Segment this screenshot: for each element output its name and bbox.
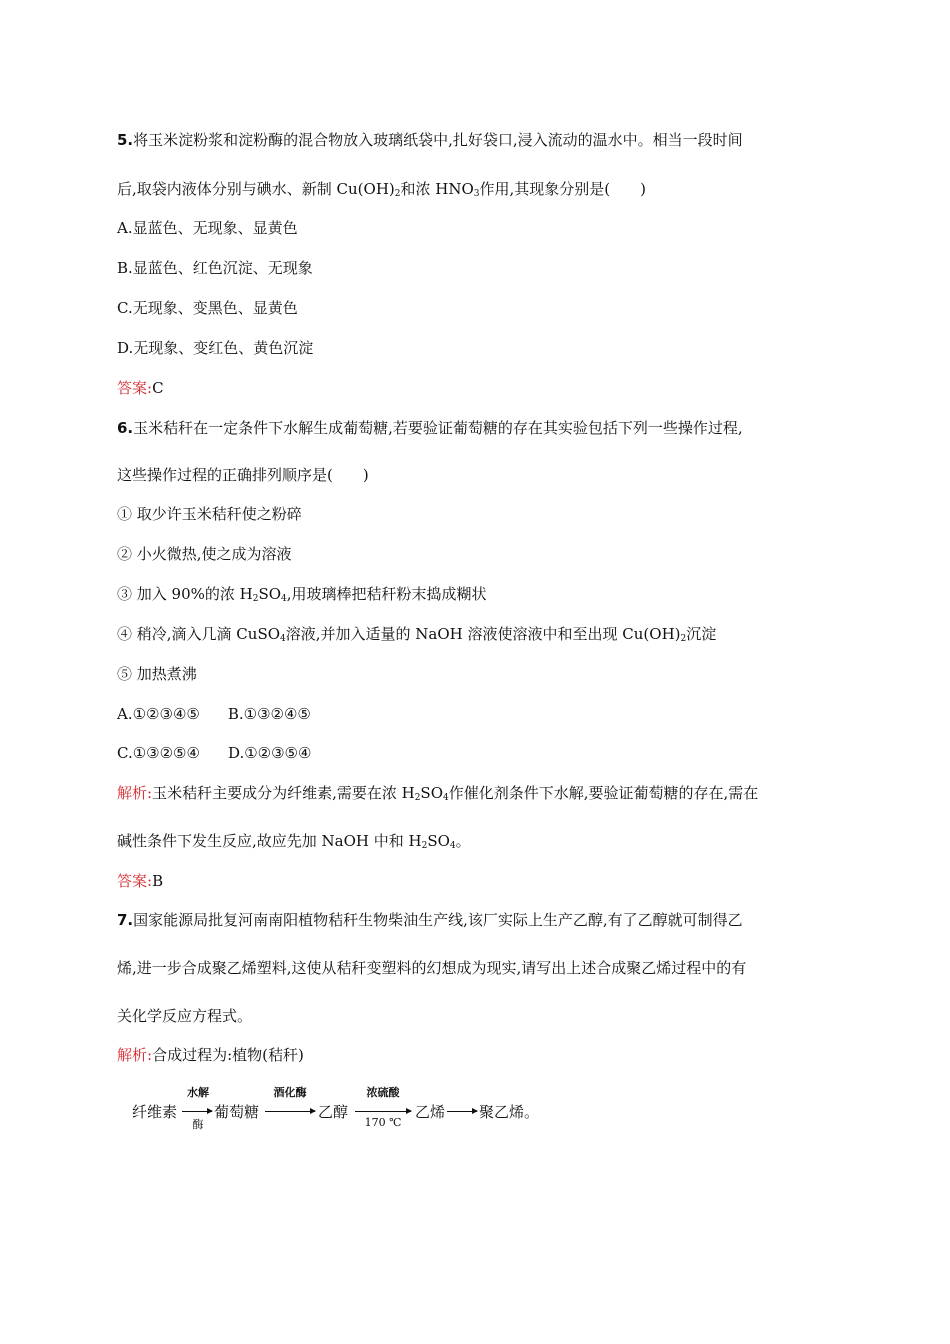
reaction-arrow-2 (265, 1111, 315, 1112)
arrow1-condition-bottom: 酶 (192, 1118, 204, 1131)
q6-analysis-line1 (117, 783, 758, 803)
reaction-arrow-1 (182, 1111, 212, 1112)
q7-line3: 关化学反应方程式。 (117, 1007, 253, 1025)
chain-glucose: 葡萄糖 (214, 1103, 260, 1121)
q5-option-b: B.显蓝色、红色沉淀、无现象 (117, 259, 313, 277)
q6-analysis1-a: 玉米秸秆主要成分为纤维素,需要在浓 H (152, 784, 415, 802)
q6-analysis2-a: 碱性条件下发生反应,故应先加 NaOH 中和 H (117, 832, 422, 850)
reaction-arrow-4 (447, 1111, 477, 1112)
q5-stem-2b: 和浓 HNO (400, 180, 474, 198)
q5-stem-1: 将玉米淀粉浆和淀粉酶的混合物放入玻璃纸袋中,扎好袋口,浸入流动的温水中。相当一段时间 (133, 131, 743, 149)
q5-line2 (117, 179, 646, 199)
arrow3-condition-top: 浓硫酸 (366, 1086, 400, 1099)
reaction-chain (132, 1080, 572, 1130)
q6-step-3 (117, 584, 487, 604)
q6-analysis1-c: 作催化剂条件下水解,要验证葡萄糖的存在,需在 (448, 784, 759, 802)
q6-step3-b: SO (258, 585, 282, 603)
q6-step-5: ⑤ 加热煮沸 (117, 665, 197, 683)
q6-analysis2-c: 。 (455, 832, 471, 850)
q6-step4-sub1: 4 (280, 634, 286, 644)
q6-step4-a: ④ 稍冷,滴入几滴 CuSO (117, 625, 281, 643)
q7-stem-1: 国家能源局批复河南南阳植物秸秆生物柴油生产线,该厂实际上生产乙醇,有了乙醇就可制得乙 (133, 911, 743, 929)
q6-analysis-line2 (117, 831, 471, 851)
q5-answer (117, 378, 164, 398)
q6-answer-value: B (152, 872, 164, 890)
q5-stem-2c: 作用,其现象分别是( ) (479, 180, 646, 198)
q5-line1 (117, 130, 743, 150)
q5-option-d: D.无现象、变红色、黄色沉淀 (117, 339, 314, 357)
q6-step4-b: 溶液,并加入适量的 NaOH 溶液使溶液中和至出现 Cu(OH) (285, 625, 681, 643)
q6-analysis2-sub2: 4 (449, 841, 456, 851)
arrow3-condition-bottom: 170 ℃ (364, 1116, 402, 1129)
q6-step3-c: ,用玻璃棒把秸秆粉末捣成糊状 (286, 585, 487, 603)
q7-analysis (117, 1045, 304, 1065)
chain-ethanol: 乙醇 (318, 1103, 349, 1121)
chain-polyethylene: 聚乙烯。 (479, 1103, 540, 1121)
arrow1-condition-top: 水解 (187, 1086, 209, 1099)
q5-sub-1: 2 (394, 189, 401, 199)
q6-analysis2-b: SO (427, 832, 450, 850)
q6-answer-label: 答案: (117, 872, 153, 890)
q6-line1 (117, 418, 743, 438)
q6-option-b: B.①③②④⑤ (227, 705, 311, 723)
chain-ethylene: 乙烯 (415, 1103, 446, 1121)
q6-step-2: ② 小火微热,使之成为溶液 (117, 545, 292, 563)
q5-option-a: A.显蓝色、无现象、显黄色 (117, 219, 298, 237)
q5-option-c: C.无现象、变黑色、显黄色 (117, 299, 298, 317)
q6-step4-c: 沉淀 (686, 625, 717, 643)
q6-number: 6. (117, 419, 134, 437)
arrow2-condition-top: 酒化酶 (273, 1086, 307, 1099)
q7-analysis-text: 合成过程为:植物(秸秆) (152, 1046, 304, 1064)
q6-analysis1-sub2: 4 (443, 793, 449, 803)
q7-line2: 烯,进一步合成聚乙烯塑料,这使从秸秆变塑料的幻想成为现实,请写出上述合成聚乙烯过程中的有 (117, 959, 747, 977)
q6-option-d: D.①②③⑤④ (227, 744, 312, 762)
q6-step3-sub1: 2 (252, 594, 259, 604)
q7-analysis-label: 解析: (117, 1046, 153, 1064)
q6-step3-a: ③ 加入 90%的浓 H (117, 585, 253, 603)
q6-analysis1-sub1: 2 (414, 793, 421, 803)
q6-options-ab (117, 704, 311, 724)
chain-cellulose: 纤维素 (132, 1103, 178, 1121)
q6-step-1: ① 取少许玉米秸秆使之粉碎 (117, 505, 302, 523)
q6-analysis1-b: SO (420, 784, 443, 802)
q6-step-4 (117, 624, 716, 644)
q6-answer (117, 871, 163, 891)
q5-sub-2: 3 (473, 189, 480, 199)
q6-option-c: C.①③②⑤④ (117, 744, 200, 762)
q6-line2: 这些操作过程的正确排列顺序是( ) (117, 466, 369, 484)
q6-step4-sub2: 2 (680, 634, 687, 644)
q6-analysis-label: 解析: (117, 784, 153, 802)
q7-number: 7. (117, 911, 134, 929)
q5-answer-label: 答案: (117, 379, 153, 397)
q7-line1 (117, 910, 743, 930)
q6-analysis2-sub1: 2 (421, 841, 428, 851)
q6-options-cd (117, 743, 311, 763)
q6-stem-1: 玉米秸秆在一定条件下水解生成葡萄糖,若要验证葡萄糖的存在其实验包括下列一些操作过程, (133, 419, 743, 437)
q6-option-a: A.①②③④⑤ (117, 705, 200, 723)
reaction-arrow-3 (355, 1111, 411, 1112)
q5-stem-2a: 后,取袋内液体分别与碘水、新制 Cu(OH) (117, 180, 395, 198)
q5-answer-value: C (152, 379, 164, 397)
q6-step3-sub2: 4 (281, 594, 287, 604)
q5-number: 5. (117, 131, 134, 149)
